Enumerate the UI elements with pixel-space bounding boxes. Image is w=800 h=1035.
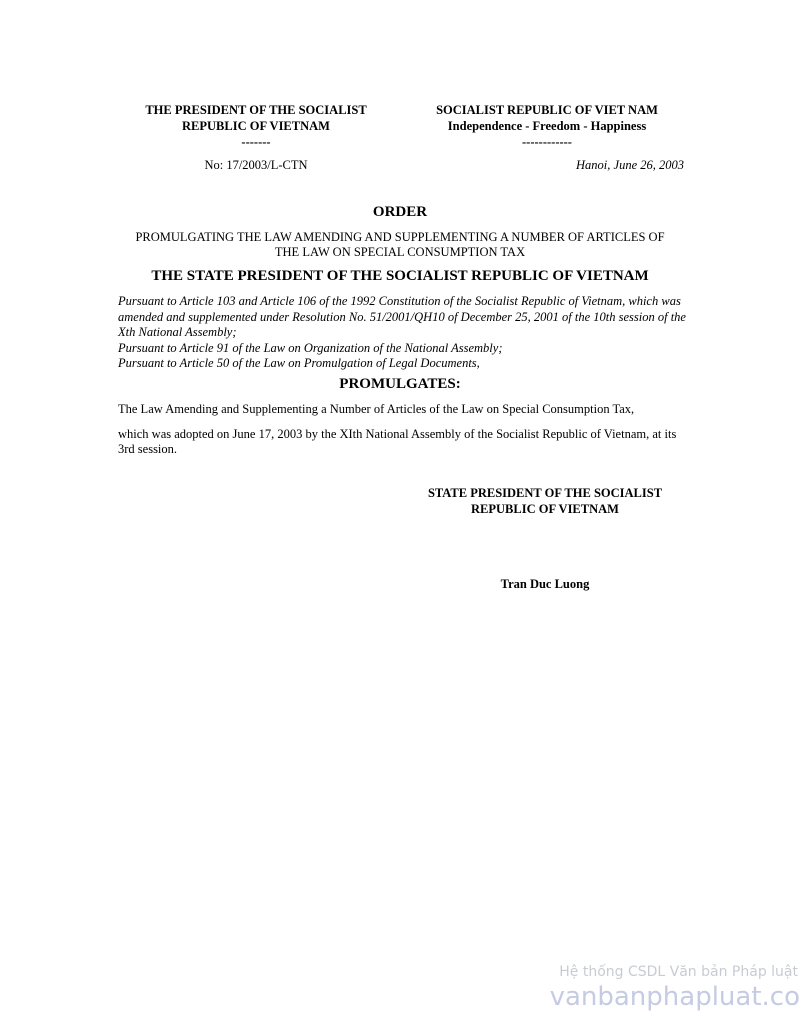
body-text: [118, 402, 690, 467]
national-motto: Independence - Freedom - Happiness: [447, 119, 647, 133]
document-date: Hanoi, June 26, 2003: [576, 158, 684, 172]
signature-block: [410, 486, 680, 517]
order-subtitle-line-2: THE LAW ON SPECIAL CONSUMPTION TAX: [274, 245, 526, 259]
order-subtitle: [110, 230, 690, 260]
issuer-header: [130, 102, 382, 150]
issuer-line-1: THE PRESIDENT OF THE SOCIALIST: [145, 103, 367, 117]
national-title: SOCIALIST REPUBLIC OF VIET NAM: [436, 103, 658, 117]
signature-title-line-1: STATE PRESIDENT OF THE SOCIALIST: [427, 486, 663, 500]
promulgates-heading: PROMULGATES:: [339, 376, 461, 392]
pursuant-clause: Pursuant to Article 50 of the Law on Promulgation of Legal Documents,: [118, 356, 480, 370]
pursuant-clauses: [118, 294, 688, 372]
pursuant-clause: Pursuant to Article 103 and Article 106 of the 1992 Constitution of the Socialist Republic of Vietnam, which was amended and supplemented under Resolution No. 51/2001/QH10 of December 25, 2001 of the 10th session of the Xth National Assembly;: [118, 294, 686, 339]
document-number: No: 17/2003/L-CTN: [204, 158, 308, 172]
body-paragraph: which was adopted on June 17, 2003 by the XIth National Assembly of the Socialist Republic of Vietnam, at its 3rd session.: [118, 426, 677, 456]
signer-name: Tran Duc Luong: [500, 577, 590, 591]
signature-title-line-2: REPUBLIC OF VIETNAM: [471, 501, 619, 516]
order-title: ORDER: [372, 204, 428, 220]
issuer-line-2: REPUBLIC OF VIETNAM: [182, 119, 330, 133]
national-divider: ------------: [522, 135, 572, 149]
issuer-divider: -------: [241, 135, 271, 149]
president-heading: THE STATE PRESIDENT OF THE SOCIALIST REPUBLIC OF VIETNAM: [151, 268, 649, 284]
body-paragraph: The Law Amending and Supplementing a Number of Articles of the Law on Special Consumption Tax,: [118, 402, 635, 416]
pursuant-clause: Pursuant to Article 91 of the Law on Organization of the National Assembly;: [118, 340, 503, 355]
order-subtitle-line-1: PROMULGATING THE LAW AMENDING AND SUPPLEMENTING A NUMBER OF ARTICLES OF: [135, 230, 665, 244]
national-header: [418, 102, 676, 150]
watermark-caption: Hệ thống CSDL Văn bản Pháp luật: [559, 964, 798, 980]
watermark-site: vanbanphapluat.co: [549, 982, 800, 1012]
